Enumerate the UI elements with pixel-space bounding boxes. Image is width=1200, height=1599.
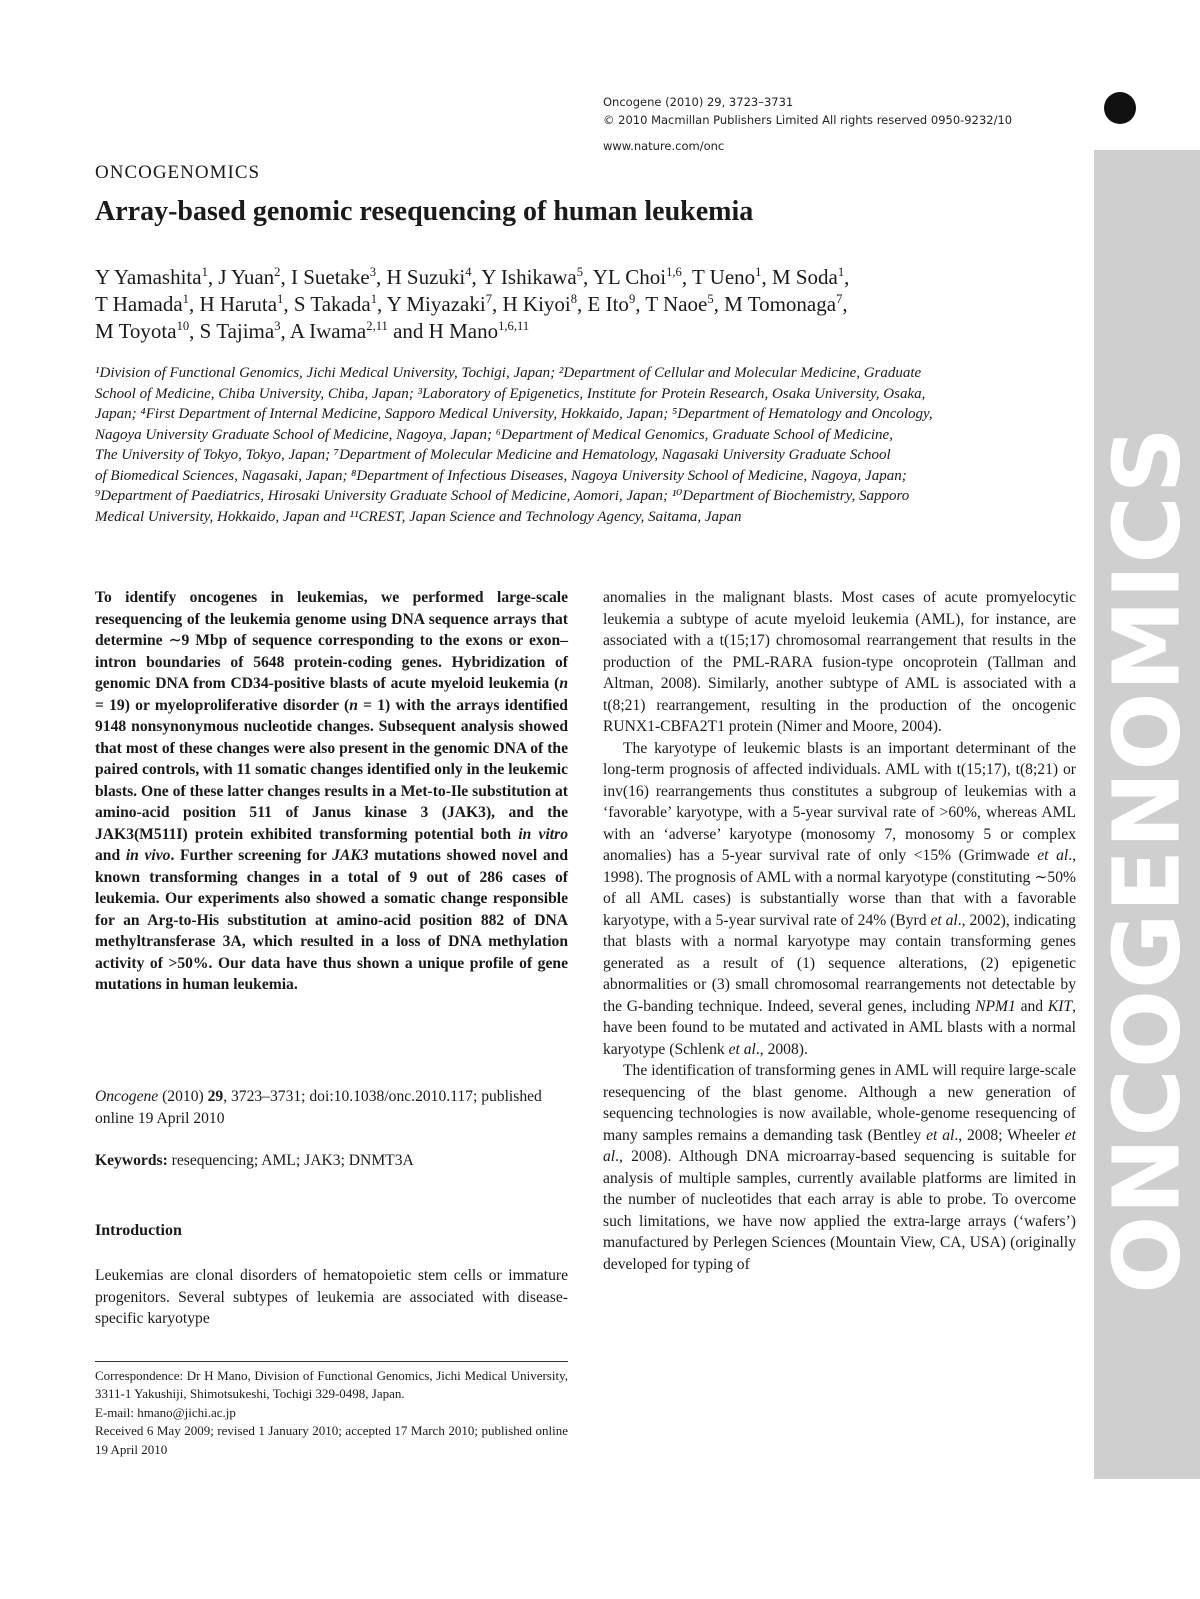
author-name: YL Choi: [592, 265, 667, 289]
body-paragraph: [603, 1060, 1076, 1275]
body-paragraph: [603, 738, 1076, 1061]
author-name: H Kiyoi: [502, 292, 571, 316]
citation-year: (2010): [158, 1088, 208, 1105]
author-affiliation-mark: 2: [274, 265, 281, 279]
body-column-right: [603, 587, 1076, 1275]
author-name: J Yuan: [218, 265, 275, 289]
author-name: H Suzuki: [386, 265, 466, 289]
author-list: [95, 264, 1085, 345]
text-run: KIT: [1047, 997, 1073, 1015]
author-affiliation-mark: 1: [182, 292, 189, 306]
article-citation: [95, 1086, 568, 1129]
text-run: et al: [1037, 847, 1069, 864]
text-run: et al: [930, 911, 958, 929]
author-separator: ,: [376, 265, 387, 289]
text-run: = 1) with the arrays identified 9148 nonsynonymous nucleotide changes. Subsequent analysis showed that most of these changes were also present in the genomic DNA of the paired controls, with 11 somatic changes identified only in the leukemic blasts. One of these latter changes results in a Met-to-Ile substitution at amino-acid position 511 of Janus kinase 3 (JAK3), and the JAK3(M511I) protein exhibited transforming potential both: [95, 696, 568, 843]
author-separator: ,: [761, 265, 772, 289]
body-paragraph: [603, 587, 1076, 738]
text-run: The identification of transforming genes in AML will require large-scale resequencing of the blast genome. Although a new generation of sequencing technologies is now available, whole-genome resequencing of many samples remains a demanding task (Bentley: [603, 1062, 1076, 1144]
journal-info: [603, 93, 1083, 155]
author-line: [95, 264, 1085, 291]
text-run: The karyotype of leukemic blasts is an important determinant of the long-term prognosis of affected individuals. AML with t(15;17), t(8;21) or inv(16) rearrangements thus constitutes a subgroup of leukemias with a ‘favorable’ karyotype, with a 5-year survival rate of >60%, whereas AML with an ‘adverse’ karyotype (monosomy 7, monosomy 5 or complex anomalies) has a 5-year survival rate of only <15% (Grimwade: [603, 739, 1076, 864]
text-run: anomalies in the malignant blasts. Most cases of acute promyelocytic leukemia a subtype of acute myeloid leukemia (AML), for instance, are associated with a t(15;17) chromosomal rearrangement that results in the production of the PML-RARA fusion-type oncoprotein (Tallman and Altman, 2008). Similarly, another subtype of AML is associated with a t(8;21) rearrangement, resulting in the production of the oncogenic RUNX1-CBFA2T1 protein (Nimer and Moore, 2004).: [603, 589, 1076, 735]
affiliation-line: The University of Tokyo, Tokyo, Japan; ⁷Department of Molecular Medicine and Hematology, Nagasaki University Graduate School: [95, 447, 891, 463]
affiliation-line: Nagoya University Graduate School of Medicine, Nagoya, Japan; ⁶Department of Medical Genomics, Graduate School of Medicine,: [95, 426, 893, 443]
author-name: Y Miyazaki: [386, 292, 486, 316]
author-separator: ,: [844, 265, 850, 289]
author-affiliation-mark: 7: [485, 292, 492, 306]
text-run: JAK3: [332, 847, 369, 864]
affiliation-line: School of Medicine, Chiba University, Chiba, Japan; ³Laboratory of Epigenetics, Institute for Protein Research, Osaka University, Osaka,: [95, 385, 926, 402]
introduction-text: Leukemias are clonal disorders of hematopoietic stem cells or immature progenitors. Several subtypes of leukemia are associated with disease-specific karyotype: [95, 1267, 568, 1327]
citation-journal: Oncogene: [95, 1088, 159, 1105]
journal-citation-line: Oncogene (2010) 29, 3723–3731: [603, 95, 794, 109]
side-section-label: ONCOGENOMICS: [1093, 426, 1200, 1294]
text-run: To identify oncogenes in leukemias, we performed large-scale resequencing of the leukemia genome using DNA sequence arrays that determine ∼9 Mbp of sequence corresponding to the exons or exon–intron boundaries of 5648 protein-coding genes. Hybridization of genomic DNA from CD34-positive blasts of acute myeloid leukemia (: [95, 589, 568, 692]
correspondence-address: Correspondence: Dr H Mano, Division of Functional Genomics, Jichi Medical University, 3311-1 Yakushiji, Shimotsukeshi, Tochigi 329-0498, Japan.: [95, 1368, 568, 1402]
section-label: ONCOGENOMICS: [95, 162, 261, 183]
text-run: ., 2002), indicating that blasts with a normal karyotype may contain transforming genes generated as a result of (1) sequence alterations, (2) epigenetic abnormalities or (3) small chromosomal rearrangements not detectable by the G-banding technique. Indeed, several genes, including: [603, 911, 1076, 1015]
author-affiliation-mark: 9: [628, 292, 636, 306]
author-separator: ,: [635, 292, 646, 316]
text-run: ., 2008). Although DNA microarray-based sequencing is suitable for analysis of multiple samples, currently available platforms are limited in the number of nucleotides that each array is able to probe. To overcome such limitations, we have now applied the extra-large arrays (‘wafers’) manufactured by Perlegen Sciences (Mountain View, CA, USA) (originally developed for typing of: [603, 1148, 1076, 1273]
author-affiliation-mark: 2,11: [366, 319, 388, 333]
author-affiliation-mark: 3: [274, 319, 281, 333]
author-separator: ,: [377, 292, 387, 316]
author-name: T Hamada: [95, 292, 183, 316]
author-affiliation-mark: 1: [837, 265, 845, 279]
author-name: H Haruta: [199, 292, 278, 316]
author-separator: ,: [681, 265, 692, 289]
author-affiliation-mark: 1: [201, 265, 208, 279]
affiliation-line: of Biomedical Sciences, Nagasaki, Japan; ⁸Department of Infectious Diseases, Nagoya University School of Medicine, Nagoya, Japan;: [95, 467, 907, 484]
author-separator: ,: [491, 292, 503, 316]
affiliation-line: ⁹Department of Paediatrics, Hirosaki University Graduate School of Medicine, Aomori, Japan; ¹⁰Department of Biochemistry, Sapporo: [95, 488, 910, 504]
text-run: ., 2008; Wheeler: [954, 1126, 1065, 1144]
author-separator: ,: [189, 319, 200, 343]
text-run: et al: [926, 1126, 955, 1144]
text-run: in vitro: [518, 825, 568, 843]
text-run: n: [559, 675, 568, 692]
author-affiliation-mark: 8: [570, 292, 578, 306]
author-name: M Toyota: [95, 319, 177, 343]
text-run: and: [1015, 997, 1048, 1015]
author-name: M Tomonaga: [724, 292, 837, 316]
correspondence-email: E-mail: hmano@jichi.ac.jp: [95, 1404, 236, 1420]
text-run: et al: [728, 1040, 756, 1058]
text-run: = 19) or myeloproliferative disorder (: [95, 696, 350, 714]
correspondence-footnote: [95, 1367, 568, 1459]
author-name: S Takada: [293, 292, 371, 316]
keywords-text: resequencing; AML; JAK3; DNMT3A: [167, 1152, 414, 1169]
keywords: [95, 1150, 568, 1172]
author-separator: ,: [713, 292, 725, 316]
affiliation-line: ¹Division of Functional Genomics, Jichi Medical University, Tochigi, Japan; ²Department of Cellular and Molecular Medicine, Graduate: [95, 365, 922, 381]
author-separator: ,: [583, 265, 593, 289]
author-name: M Soda: [771, 265, 838, 289]
footnote-divider: [95, 1361, 568, 1362]
introduction-heading: Introduction: [95, 1222, 182, 1239]
copyright-line: © 2010 Macmillan Publishers Limited All rights reserved 0950-9232/10: [603, 113, 1013, 127]
affiliation-line: Japan; ⁴First Department of Internal Medicine, Sapporo Medical University, Hokkaido, Japan; ⁵Department of Hematology and Oncology,: [95, 406, 933, 422]
text-run: and: [95, 847, 126, 864]
author-separator: ,: [188, 292, 200, 316]
author-name: S Tajima: [199, 319, 275, 343]
citation-volume: 29: [207, 1088, 224, 1105]
author-affiliation-mark: 1: [277, 292, 284, 306]
affiliation-line: Medical University, Hokkaido, Japan and ¹¹CREST, Japan Science and Technology Agency, Saitama, Japan: [95, 508, 742, 525]
author-affiliation-mark: 1,6,11: [498, 319, 530, 333]
text-run: in vivo: [125, 847, 171, 864]
abstract: [95, 587, 568, 996]
author-separator: ,: [280, 319, 290, 343]
received-dates: Received 6 May 2009; revised 1 January 2010; accepted 17 March 2010; published online 19 April 2010: [95, 1423, 568, 1457]
author-affiliation-mark: 5: [576, 265, 584, 279]
author-name: Y Yamashita: [95, 265, 202, 289]
article-title: Array-based genomic resequencing of human leukemia: [95, 196, 754, 227]
author-affiliation-mark: 10: [176, 319, 190, 333]
author-name: H Mano: [428, 319, 499, 343]
author-line: [95, 318, 1085, 345]
author-affiliation-mark: 1: [755, 265, 762, 279]
text-run: . Further screening for: [170, 847, 333, 864]
author-separator: ,: [280, 265, 291, 289]
author-name: A Iwama: [289, 319, 367, 343]
publisher-logo-icon: [1104, 92, 1136, 124]
author-name: T Ueno: [691, 265, 756, 289]
author-separator: ,: [471, 265, 482, 289]
author-affiliation-mark: 5: [707, 292, 714, 306]
author-name: I Suetake: [290, 265, 370, 289]
affiliations: [95, 363, 1080, 527]
author-affiliation-mark: 1,6: [666, 265, 682, 279]
author-name: Y Ishikawa: [481, 265, 577, 289]
author-separator: ,: [577, 292, 588, 316]
author-name: E Ito: [587, 292, 629, 316]
author-affiliation-mark: 1: [370, 292, 377, 306]
author-separator: ,: [207, 265, 219, 289]
text-run: mutations showed novel and known transforming changes in a total of 9 out of 286 cases of leukemia. Our experiments also showed a somatic change responsible for an Arg-to-His substitution at amino-acid position 882 of DNA methyltransferase 3A, which resulted in a loss of DNA methylation activity of >50%. Our data have thus shown a unique profile of gene mutations in human leukemia.: [95, 847, 568, 993]
text-run: , have been found to be mutated and activated in AML blasts with a normal karyotype (Schlenk: [603, 997, 1076, 1058]
author-name: T Naoe: [645, 292, 708, 316]
author-separator: and: [387, 319, 429, 343]
journal-url[interactable]: www.nature.com/onc: [603, 139, 725, 153]
text-run: et al: [603, 1126, 1076, 1165]
author-affiliation-mark: 7: [836, 292, 843, 306]
author-affiliation-mark: 3: [369, 265, 376, 279]
keywords-label: Keywords:: [95, 1152, 168, 1169]
citation-rest: , 3723–3731; doi:10.1038/onc.2010.117; published online 19 April 2010: [95, 1088, 542, 1127]
author-line: [95, 291, 1085, 318]
text-run: NPM1: [975, 997, 1016, 1015]
text-run: ., 1998). The prognosis of AML with a normal karyotype (constituting ∼50% of all AML cases) is substantially worse than that with a favorable karyotype, with a 5-year survival rate of 24% (Byrd: [603, 847, 1076, 929]
author-affiliation-mark: 4: [465, 265, 472, 279]
author-separator: ,: [283, 292, 294, 316]
text-run: n: [349, 696, 358, 714]
author-separator: ,: [842, 292, 848, 316]
text-run: ., 2008).: [755, 1040, 808, 1058]
